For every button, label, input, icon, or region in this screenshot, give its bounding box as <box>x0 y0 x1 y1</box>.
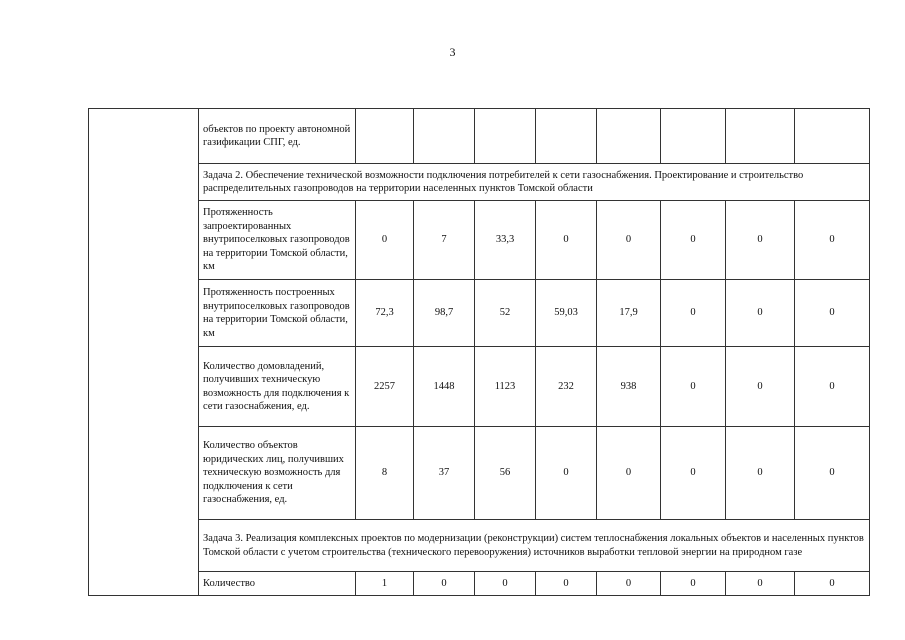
table-row <box>89 201 870 280</box>
value-cell: 0 <box>795 201 870 280</box>
value-cell: 0 <box>726 201 795 280</box>
indicator-label: Количество <box>199 572 356 596</box>
value-cell: 0 <box>661 572 726 596</box>
value-cell: 56 <box>475 427 536 520</box>
value-cell <box>726 109 795 164</box>
value-cell: 0 <box>597 201 661 280</box>
value-cell: 0 <box>726 280 795 347</box>
table-row <box>89 572 870 596</box>
indicators-table <box>88 108 870 596</box>
value-cell: 0 <box>795 572 870 596</box>
value-cell: 0 <box>795 427 870 520</box>
table-row <box>89 280 870 347</box>
value-cell: 17,9 <box>597 280 661 347</box>
value-cell: 98,7 <box>414 280 475 347</box>
value-cell: 0 <box>356 201 414 280</box>
value-cell: 0 <box>795 280 870 347</box>
value-cell: 0 <box>795 347 870 427</box>
value-cell: 1 <box>356 572 414 596</box>
value-cell: 0 <box>726 347 795 427</box>
value-cell: 1123 <box>475 347 536 427</box>
value-cell: 0 <box>661 201 726 280</box>
value-cell: 0 <box>597 572 661 596</box>
value-cell: 0 <box>661 280 726 347</box>
value-cell <box>356 109 414 164</box>
task-heading: Задача 3. Реализация комплексных проектов по модернизации (реконструкции) систем теплоснабжения локальных объектов и населенных пунктов Томской области с учетом строительства (технического перевооружения) источников выработки тепловой энергии на природном газе <box>199 520 870 572</box>
value-cell: 0 <box>536 427 597 520</box>
value-cell: 2257 <box>356 347 414 427</box>
value-cell: 0 <box>726 427 795 520</box>
indicator-label: Протяженность запроектированных внутрипоселковых газопроводов на территории Томской области, км <box>199 201 356 280</box>
value-cell <box>795 109 870 164</box>
indicator-label: Протяженность построенных внутрипоселковых газопроводов на территории Томской области, км <box>199 280 356 347</box>
value-cell: 0 <box>536 572 597 596</box>
value-cell <box>475 109 536 164</box>
value-cell <box>414 109 475 164</box>
value-cell: 938 <box>597 347 661 427</box>
table-row <box>89 109 870 164</box>
indicator-label: Количество домовладений, получивших техническую возможность для подключения к сети газоснабжения, ед. <box>199 347 356 427</box>
page-number: 3 <box>449 45 456 59</box>
value-cell <box>661 109 726 164</box>
value-cell: 0 <box>661 427 726 520</box>
value-cell: 0 <box>475 572 536 596</box>
value-cell: 72,3 <box>356 280 414 347</box>
value-cell: 0 <box>536 201 597 280</box>
value-cell: 37 <box>414 427 475 520</box>
value-cell: 0 <box>726 572 795 596</box>
value-cell: 8 <box>356 427 414 520</box>
value-cell <box>597 109 661 164</box>
indicator-label: Количество объектов юридических лиц, получивших техническую возможность для подключения к сети газоснабжения, ед. <box>199 427 356 520</box>
indicator-label: объектов по проекту автономной газификации СПГ, ед. <box>199 109 356 164</box>
left-empty-column <box>89 109 199 596</box>
task-row <box>89 520 870 572</box>
value-cell: 7 <box>414 201 475 280</box>
value-cell: 59,03 <box>536 280 597 347</box>
value-cell <box>536 109 597 164</box>
task-heading: Задача 2. Обеспечение технической возможности подключения потребителей к сети газоснабжения. Проектирование и строительство распределительных газопроводов на территории населенных пунктов Томской области <box>199 164 870 201</box>
value-cell: 52 <box>475 280 536 347</box>
table-body <box>89 109 870 596</box>
value-cell: 0 <box>661 347 726 427</box>
value-cell: 0 <box>597 427 661 520</box>
value-cell: 1448 <box>414 347 475 427</box>
value-cell: 232 <box>536 347 597 427</box>
table-row <box>89 347 870 427</box>
value-cell: 33,3 <box>475 201 536 280</box>
table-row <box>89 427 870 520</box>
value-cell: 0 <box>414 572 475 596</box>
task-row <box>89 164 870 201</box>
